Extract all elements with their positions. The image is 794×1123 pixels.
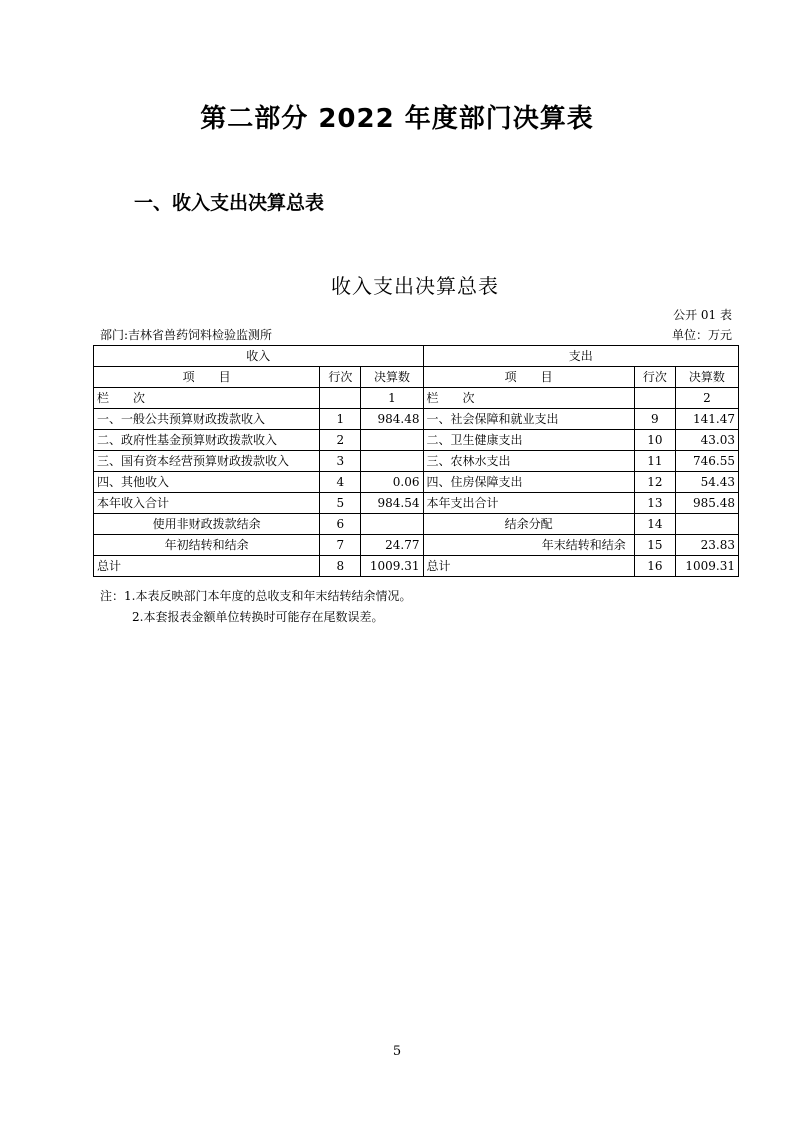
expense-amount: 54.43 bbox=[675, 472, 738, 493]
unit-label: 单位：万元 bbox=[671, 328, 732, 342]
table-row bbox=[94, 451, 739, 472]
income-header: 收入 bbox=[94, 346, 424, 367]
expense-item: 三、农林水支出 bbox=[423, 451, 634, 472]
page-number: 5 bbox=[392, 1044, 402, 1059]
expense-item: 一、社会保障和就业支出 bbox=[423, 409, 634, 430]
income-amount: 984.48 bbox=[361, 409, 423, 430]
income-item: 一、一般公共预算财政拨款收入 bbox=[94, 409, 320, 430]
expense-line: 14 bbox=[634, 514, 675, 535]
income-line: 7 bbox=[320, 535, 361, 556]
expense-line: 9 bbox=[634, 409, 675, 430]
page-title: 第二部分 2022 年度部门决算表 bbox=[200, 104, 594, 134]
income-amount-header: 决算数 bbox=[361, 367, 423, 388]
income-item-header: 项 目 bbox=[94, 367, 320, 388]
expense-amount bbox=[675, 514, 738, 535]
table-row bbox=[94, 409, 739, 430]
expense-line: 16 bbox=[634, 556, 675, 577]
expense-line: 10 bbox=[634, 430, 675, 451]
income-line: 5 bbox=[320, 493, 361, 514]
income-item: 本年收入合计 bbox=[94, 493, 320, 514]
table-row bbox=[94, 556, 739, 577]
income-item: 总计 bbox=[94, 556, 320, 577]
expense-line: 13 bbox=[634, 493, 675, 514]
expense-item: 结余分配 bbox=[423, 514, 634, 535]
table-title: 收入支出决算总表 bbox=[331, 274, 499, 298]
expense-item: 年末结转和结余 bbox=[423, 535, 634, 556]
table-row bbox=[94, 493, 739, 514]
expense-amount: 1009.31 bbox=[675, 556, 738, 577]
expense-item: 二、卫生健康支出 bbox=[423, 430, 634, 451]
expense-lan-no: 2 bbox=[675, 388, 738, 409]
expense-lan-label: 栏 次 bbox=[423, 388, 634, 409]
expense-item: 总计 bbox=[423, 556, 634, 577]
income-line: 8 bbox=[320, 556, 361, 577]
income-lan-label: 栏 次 bbox=[94, 388, 320, 409]
income-line-header: 行次 bbox=[320, 367, 361, 388]
expense-amount: 985.48 bbox=[675, 493, 738, 514]
budget-summary-table bbox=[93, 345, 739, 577]
income-amount: 24.77 bbox=[361, 535, 423, 556]
department-label: 部门:吉林省兽药饲料检验监测所 bbox=[100, 328, 273, 342]
income-item: 四、其他收入 bbox=[94, 472, 320, 493]
table-row bbox=[94, 535, 739, 556]
column-header-row bbox=[94, 367, 739, 388]
form-number: 公开 01 表 bbox=[673, 308, 732, 322]
income-item: 二、政府性基金预算财政拨款收入 bbox=[94, 430, 320, 451]
income-line: 1 bbox=[320, 409, 361, 430]
table-row bbox=[94, 472, 739, 493]
expense-amount-header: 决算数 bbox=[675, 367, 738, 388]
expense-amount: 23.83 bbox=[675, 535, 738, 556]
note-2: 2.本套报表金额单位转换时可能存在尾数误差。 bbox=[132, 610, 384, 624]
expense-amount: 141.47 bbox=[675, 409, 738, 430]
expense-line: 12 bbox=[634, 472, 675, 493]
expense-item: 本年支出合计 bbox=[423, 493, 634, 514]
note-1: 注：1.本表反映部门本年度的总收支和年末结转结余情况。 bbox=[100, 589, 412, 603]
income-item: 年初结转和结余 bbox=[94, 535, 320, 556]
table-header-row bbox=[94, 346, 739, 367]
income-amount: 0.06 bbox=[361, 472, 423, 493]
expense-item: 四、住房保障支出 bbox=[423, 472, 634, 493]
expense-amount: 746.55 bbox=[675, 451, 738, 472]
income-line: 4 bbox=[320, 472, 361, 493]
income-line: 3 bbox=[320, 451, 361, 472]
notes bbox=[100, 586, 411, 628]
expense-line: 11 bbox=[634, 451, 675, 472]
lan-row bbox=[94, 388, 739, 409]
income-amount: 1009.31 bbox=[361, 556, 423, 577]
income-lan-no: 1 bbox=[361, 388, 423, 409]
table-row bbox=[94, 430, 739, 451]
expense-item-header: 项 目 bbox=[423, 367, 634, 388]
income-item: 使用非财政拨款结余 bbox=[94, 514, 320, 535]
income-amount bbox=[361, 451, 423, 472]
expense-amount: 43.03 bbox=[675, 430, 738, 451]
section-title: 一、收入支出决算总表 bbox=[134, 192, 325, 214]
income-line: 2 bbox=[320, 430, 361, 451]
income-amount bbox=[361, 514, 423, 535]
table-row bbox=[94, 514, 739, 535]
expense-header: 支出 bbox=[423, 346, 739, 367]
income-item: 三、国有资本经营预算财政拨款收入 bbox=[94, 451, 320, 472]
income-amount bbox=[361, 430, 423, 451]
income-line: 6 bbox=[320, 514, 361, 535]
expense-line: 15 bbox=[634, 535, 675, 556]
expense-line-header: 行次 bbox=[634, 367, 675, 388]
income-amount: 984.54 bbox=[361, 493, 423, 514]
